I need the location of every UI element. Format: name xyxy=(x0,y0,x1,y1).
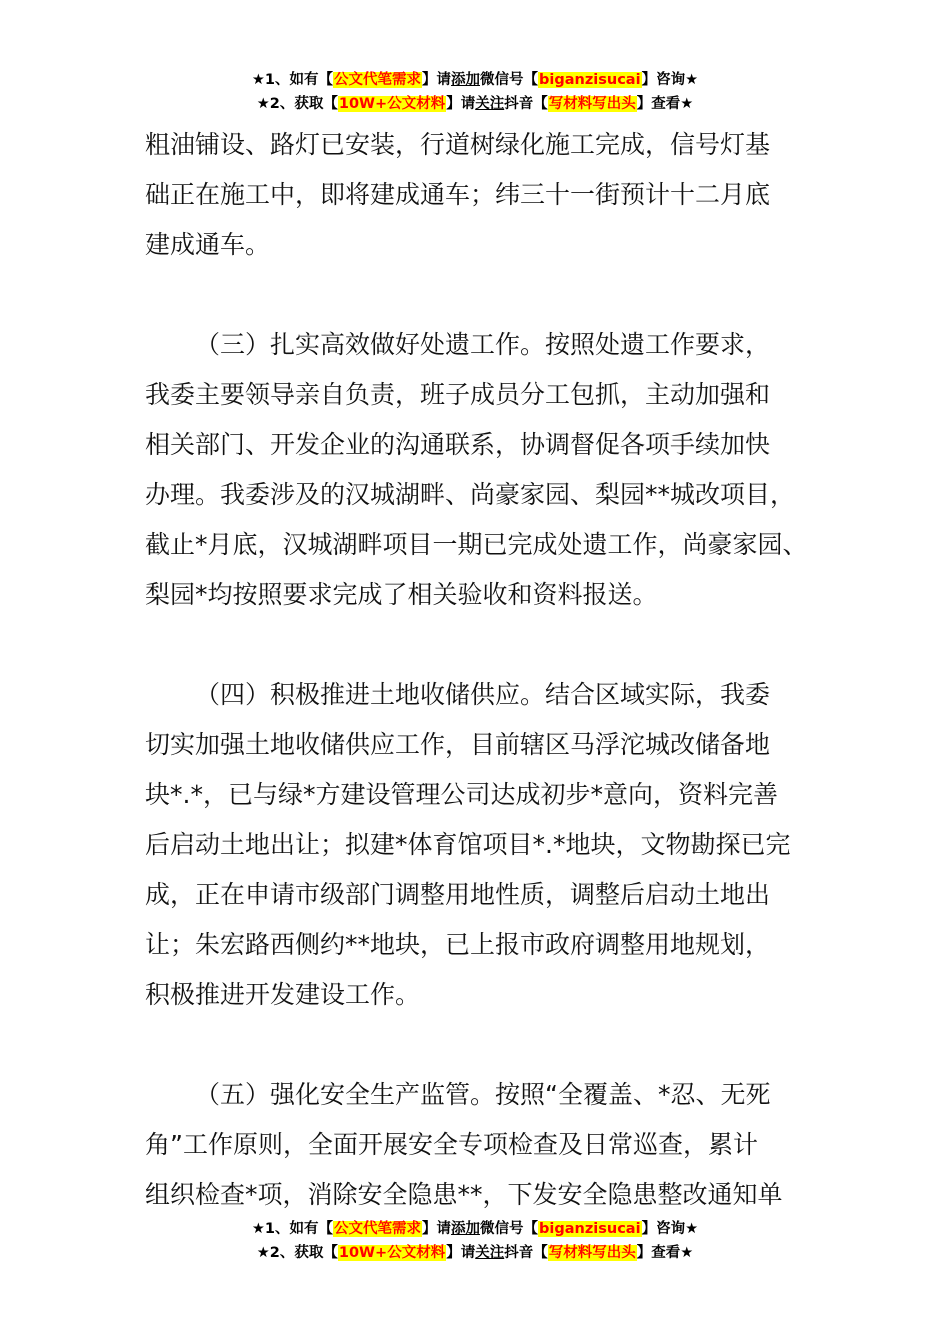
highlight-wechat-id: biganzisucai xyxy=(539,72,641,88)
paragraph-section-5: （五）强化安全生产监管。按照“全覆盖、*忍、无死 角”工作原则，全面开展安全专项检查及日常巡查，累计 组织检查*项，消除安全隐患**，下发安全隐患整改通知单 xyxy=(145,1080,783,1209)
paragraph-section-4: （四）积极推进土地收储供应。结合区域实际，我委 切实加强土地收储供应工作，目前辖区马浮沱城改储备地 块*.*，已与绿*方建设管理公司达成初步*意向，资料完善 后启动土地出让；拟建*体育馆项目*.*地块，文物勘探已完 成，正在申请市级部门调整用地性质，调整后启动土地出 让；朱宏路西侧约**地块，已上报市政府调整用地规划， 积极推进开发建设工作。 xyxy=(145,680,791,1009)
footer-banner xyxy=(0,1217,950,1265)
banner-line-1: ★1、如有【公文代笔需求】请添加微信号【biganzisucai】咨询★ xyxy=(251,72,699,88)
paragraph-section-3: （三）扎实高效做好处遗工作。按照处遗工作要求， 我委主要领导亲自负责，班子成员分工包抓，主动加强和 相关部门、开发企业的沟通联系，协调督促各项手续加快 办理。我委涉及的汉城湖畔、尚豪家园、梨园**城改项目， 截止*月底，汉城湖畔项目一期已完成处遗工作，尚豪家园、 梨园*均按照要求完成了相关验收和资料报送。 xyxy=(145,330,808,609)
header-banner xyxy=(0,68,950,116)
paragraph-continuation: 粗油铺设、路灯已安装，行道树绿化施工完成，信号灯基 础正在施工中，即将建成通车；纬三十一街预计十二月底 建成通车。 xyxy=(145,130,771,259)
footer-line-1: ★1、如有【公文代笔需求】请添加微信号【biganzisucai】咨询★ xyxy=(251,1221,699,1237)
footer-line-2: ★2、获取【10W+公文材料】请关注抖音【写材料写出头】查看★ xyxy=(256,1245,694,1261)
document-body xyxy=(145,120,835,1220)
highlight-materials: 10W+公文材料 xyxy=(338,96,446,112)
highlight-douyin-id: 写材料写出头 xyxy=(548,96,636,112)
highlight-service: 公文代笔需求 xyxy=(334,72,422,88)
banner-line-2: ★2、获取【10W+公文材料】请关注抖音【写材料写出头】查看★ xyxy=(256,96,694,112)
